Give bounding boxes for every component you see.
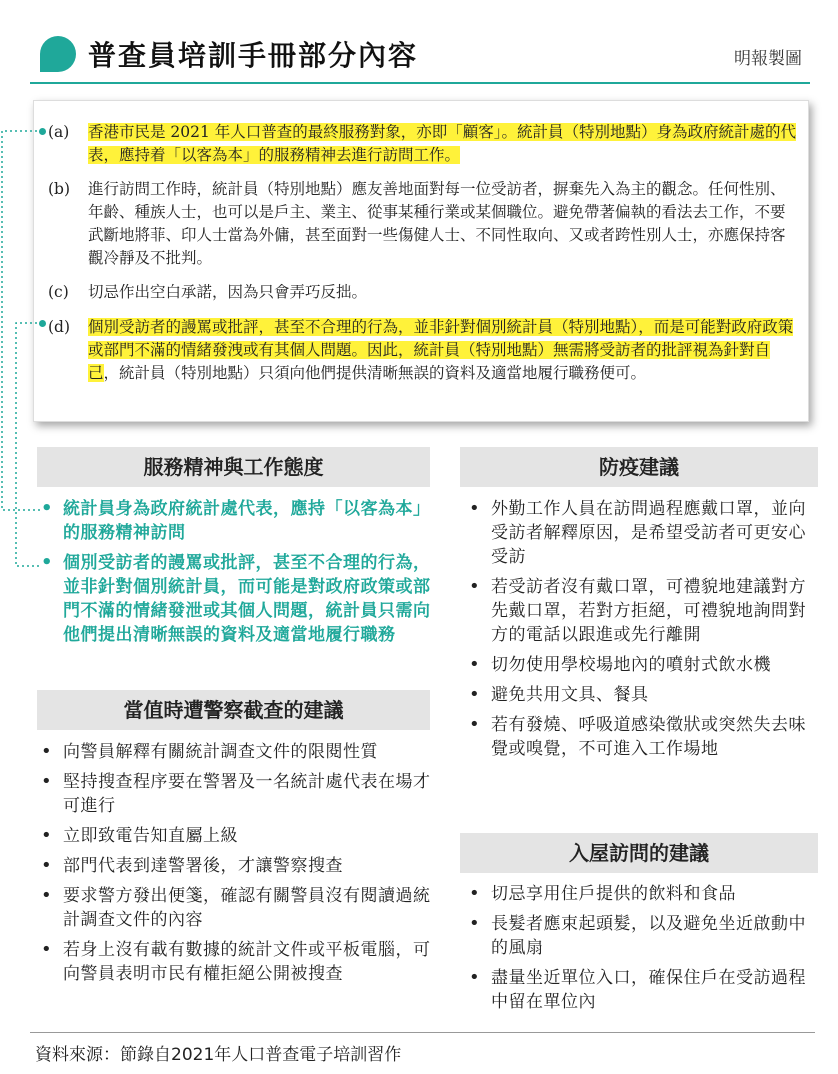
section-heading-home-visit: 入屋訪問的建議 bbox=[460, 833, 818, 873]
list-item: • 切勿使用學校場地內的噴射式飲水機 bbox=[465, 653, 820, 677]
home-visit-list bbox=[465, 882, 820, 1020]
list-item: • 切忌享用住戶提供的飲料和食品 bbox=[465, 882, 820, 906]
excerpt-text bbox=[88, 121, 798, 167]
section-heading-police: 當值時遭警察截查的建議 bbox=[37, 690, 430, 730]
header bbox=[30, 18, 810, 84]
excerpt-letter: (c) bbox=[48, 283, 69, 301]
highlighted-text: 香港市民是 2021 年人口普查的最終服務對象，亦即「顧客」。統計員（特別地點）身為政府統計處的代表，應持着「以客為本」的服務精神去進行訪問工作。 bbox=[88, 123, 797, 164]
list-item: • 若受訪者沒有戴口罩，可禮貌地建議對方先戴口罩，若對方拒絕，可禮貌地詢問對方的電話以跟進或先行離開 bbox=[465, 575, 820, 647]
list-item: • 外勤工作人員在訪問過程應戴口罩，並向受訪者解釋原因，是希望受訪者可更安心受訪 bbox=[465, 497, 820, 569]
service-list bbox=[37, 497, 437, 653]
graphic-credit: 明報製圖 bbox=[734, 49, 802, 69]
list-item: • 長髮者應束起頭髮，以及避免坐近啟動中的風扇 bbox=[465, 912, 820, 960]
list-item: • 立即致電告知直屬上級 bbox=[37, 824, 437, 848]
highlighted-text: 個別受訪者的謾罵或批評，甚至不合理的行為，並非針對個別統計員（特別地點），而是可能對政府政策或部門不滿的情緒發洩或有其個人問題。因此，統計員（特別地點）無需將受訪者的批評視為針對自己 bbox=[88, 318, 794, 382]
excerpt-text bbox=[88, 178, 798, 270]
connector-dot-a bbox=[39, 128, 46, 135]
list-item: • 堅持搜查程序要在警署及一名統計處代表在場才可進行 bbox=[37, 770, 437, 818]
excerpt-letter: (b) bbox=[48, 180, 71, 198]
list-item: • 若身上沒有載有數據的統計文件或平板電腦，可向警員表明市民有權拒絕公開被搜查 bbox=[37, 938, 437, 986]
list-item: • 統計員身為政府統計處代表，應持「以客為本」的服務精神訪問 bbox=[37, 497, 437, 545]
plain-text: 進行訪問工作時，統計員（特別地點）應友善地面對每一位受訪者，摒棄先入為主的觀念。任何性別、年齡、種族人士，也可以是戶主、業主、從事某種行業或某個職位。避免帶著偏執的看法去工作，不要武斷地將菲、印人士當為外傭，甚至面對一些傷健人士、不同性取向、又或者跨性別人士，亦應保持客觀冷靜及不批判。 bbox=[88, 180, 786, 267]
list-item: • 要求警方發出便箋，確認有關警員沒有閱讀過統計調查文件的內容 bbox=[37, 884, 437, 932]
list-item: • 盡量坐近單位入口，確保住戶在受訪過程中留在單位內 bbox=[465, 966, 820, 1014]
excerpt-letter: (a) bbox=[48, 123, 70, 141]
footer-divider bbox=[30, 1032, 815, 1033]
title-marker-icon bbox=[40, 36, 76, 72]
plain-text: 切忌作出空白承諾，因為只會弄巧反拙。 bbox=[88, 283, 368, 301]
section-heading-service: 服務精神與工作態度 bbox=[37, 447, 430, 487]
manual-excerpt-box bbox=[33, 100, 809, 422]
source-note: 資料來源：節錄自2021年人口普查電子培訓習作 bbox=[35, 1045, 402, 1065]
list-item: • 個別受訪者的謾罵或批評，甚至不合理的行為，並非針對個別統計員，而可能是對政府政策或部門不滿的情緒發泄或其個人問題，統計員只需向他們提出清晰無誤的資料及適當地履行職務 bbox=[37, 551, 437, 647]
excerpt-text bbox=[88, 316, 798, 385]
epidemic-list bbox=[465, 497, 820, 767]
excerpt-letter: (d) bbox=[48, 318, 71, 336]
excerpt-text bbox=[88, 281, 798, 304]
list-item: • 向警員解釋有關統計調查文件的限閱性質 bbox=[37, 740, 437, 764]
connector-dot-d bbox=[39, 320, 46, 327]
list-item: • 若有發燒、呼吸道感染徵狀或突然失去味覺或嗅覺，不可進入工作場地 bbox=[465, 713, 820, 761]
list-item: • 部門代表到達警署後，才讓警察搜查 bbox=[37, 854, 437, 878]
section-heading-epidemic: 防疫建議 bbox=[460, 447, 818, 487]
page-title: 普查員培訓手冊部分內容 bbox=[88, 39, 419, 72]
plain-text: ，統計員（特別地點）只須向他們提供清晰無誤的資料及適當地履行職務便可。 bbox=[103, 364, 647, 382]
police-list bbox=[37, 740, 437, 992]
list-item: • 避免共用文具、餐具 bbox=[465, 683, 820, 707]
